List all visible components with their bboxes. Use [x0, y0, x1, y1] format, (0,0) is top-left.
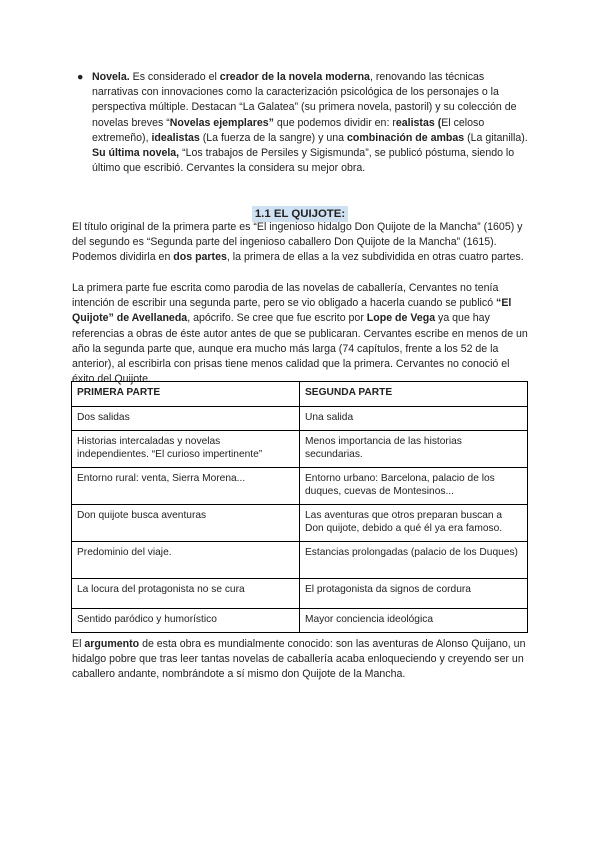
table-row [72, 468, 528, 505]
paragraph-argumento: El argumento de esta obra es mundialmente conocido: son las aventuras de Alonso Quijano, un hidalgo pobre que tras leer tantas novelas de caballería acaba enloqueciendo y creyendo ser un caballero andante, nombrándote a sí mismo don Quijote de la Mancha. [72, 638, 526, 681]
table-cell: Dos salidas [72, 407, 300, 431]
table-cell: La locura del protagonista no se cura [72, 579, 300, 609]
bullet-novela: ● Novela. Es considerado el creador de la novela moderna, renovando las técnicas narrativas con innovaciones como la caracterización psicológica de los personajes o la perspectiva múltiple. Destacan “La Galatea” (su primera novela, pastoril) y su colección de novelas breves “Novelas ejemplares” que podemos dividir en: realistas (El celoso extremeño), idealistas (La fuerza de la sangre) y una combinación de ambas (La gitanilla). Su última novela, “Los trabajos de Persiles y Sigismunda”, se publicó póstuma, siendo lo último que escribió. Cervantes la considera su mejor obra. [77, 71, 528, 175]
paragraph-avellaneda: La primera parte fue escrita como parodia de las novelas de caballería, Cervantes no tenía intención de escribir una segunda parte, pero se vio obligado a hacerla cuando se publicó “El Quijote” de Avellaneda, apócrifo. Se cree que fue escrito por Lope de Vega ya que hay referencias a obras de éste autor antes de que se publicaran. Cervantes escribe en menos de un año la segunda parte que, aunque era mucho más larga (74 capítulos, frente a los 52 de la anterior), al escribirla con prisas tiene menos calidad que la primera. Cervantes no conoció el éxito del Quijote. [72, 282, 528, 386]
table-row [72, 407, 528, 431]
table-cell: Historias intercaladas y novelas independientes. “El curioso impertinente” [72, 431, 300, 468]
table-cell: Mayor conciencia ideológica [300, 609, 528, 633]
header-primera-parte: PRIMERA PARTE [72, 382, 300, 407]
table-cell: Don quijote busca aventuras [72, 505, 300, 542]
comparison-table [71, 381, 528, 633]
table-row [72, 542, 528, 579]
table-cell: Menos importancia de las historias secundarias. [300, 431, 528, 468]
table-cell: Una salida [300, 407, 528, 431]
table-cell: Sentido paródico y humorístico [72, 609, 300, 633]
table-cell: Las aventuras que otros preparan buscan a Don quijote, debido a qué él ya era famoso. [300, 505, 528, 542]
table-cell: Predominio del viaje. [72, 542, 300, 579]
novela-label: Novela. [92, 71, 130, 83]
table-cell: Entorno urbano: Barcelona, palacio de los duques, cuevas de Montesinos... [300, 468, 528, 505]
table-header-row [72, 382, 528, 407]
table-row [72, 579, 528, 609]
table-row [72, 505, 528, 542]
table-cell: Entorno rural: venta, Sierra Morena... [72, 468, 300, 505]
section-heading: 1.1 EL QUIJOTE: [252, 206, 348, 222]
table-cell: El protagonista da signos de cordura [300, 579, 528, 609]
table-cell: Estancias prolongadas (palacio de los Duques) [300, 542, 528, 579]
header-segunda-parte: SEGUNDA PARTE [300, 382, 528, 407]
table-row [72, 609, 528, 633]
bullet-dot-icon: ● [77, 71, 84, 83]
paragraph-titles: El título original de la primera parte es “El ingenioso hidalgo Don Quijote de la Mancha” (1605) y del segundo es “Segunda parte del ingenioso caballero Don Quijote de la Mancha” (1615). Podemos dividirla en dos partes, la primera de ellas a la vez subdividida en otras cuatro partes. [72, 221, 524, 264]
table-row [72, 431, 528, 468]
